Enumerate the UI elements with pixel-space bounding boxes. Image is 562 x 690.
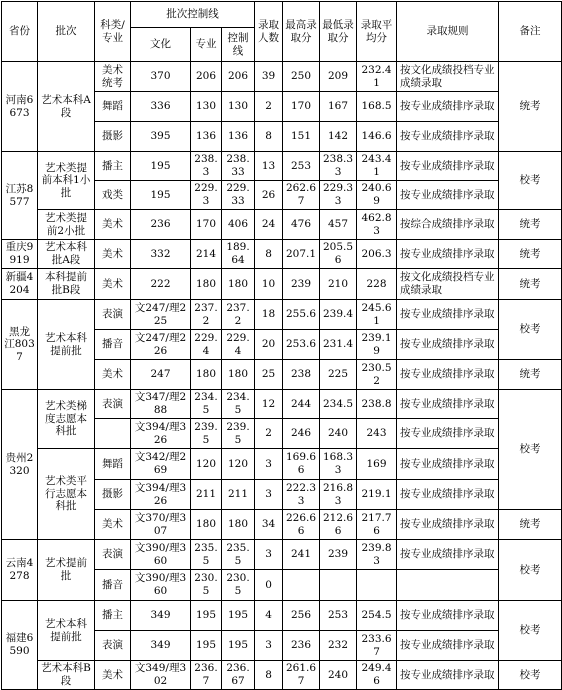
avg-cell: 462.83 <box>357 210 397 240</box>
major-cell: 229.3 <box>191 181 222 210</box>
min-cell: 232 <box>320 631 357 661</box>
category-cell: 播音 <box>95 570 131 601</box>
culture-cell: 文390/理360 <box>131 570 191 601</box>
rule-cell: 按专业成绩排序录取 <box>397 181 499 210</box>
note-cell: 校考 <box>499 300 562 360</box>
min-cell: 167 <box>320 92 357 122</box>
control-cell: 238.33 <box>222 152 255 181</box>
min-cell: 142 <box>320 122 357 152</box>
rule-cell: 按专业成绩排序录取 <box>397 510 499 540</box>
table-row <box>2 390 562 419</box>
control-cell: 180 <box>222 360 255 390</box>
category-cell: 美术统考 <box>95 62 131 92</box>
avg-cell: 243 <box>357 419 397 449</box>
note-cell: 统考 <box>499 510 562 540</box>
culture-cell: 332 <box>131 240 191 269</box>
culture-cell: 349 <box>131 631 191 661</box>
table-row <box>2 661 562 690</box>
avg-cell: 232.41 <box>357 62 397 92</box>
culture-cell: 195 <box>131 181 191 210</box>
rule-cell: 按专业成绩排序录取 <box>397 540 499 570</box>
major-cell: 170 <box>191 210 222 240</box>
rule-cell: 按专业成绩排序录取 <box>397 122 499 152</box>
count-cell: 39 <box>255 62 283 92</box>
avg-cell <box>357 570 397 601</box>
batch-cell: 艺术类提前本科1小批 <box>38 152 95 210</box>
major-cell: 211 <box>191 480 222 510</box>
category-cell: 表演 <box>95 631 131 661</box>
province-cell: 福建6590 <box>2 601 38 690</box>
max-cell: 151 <box>283 122 320 152</box>
category-cell: 美术 <box>95 661 131 690</box>
category-cell: 美术 <box>95 210 131 240</box>
major-cell: 229.4 <box>191 330 222 360</box>
major-cell: 180 <box>191 510 222 540</box>
note-cell: 统考 <box>499 62 562 152</box>
count-cell: 2 <box>255 419 283 449</box>
min-cell: 212.66 <box>320 510 357 540</box>
culture-cell: 222 <box>131 269 191 300</box>
count-cell: 4 <box>255 601 283 631</box>
header-avg-score: 录取平均分 <box>357 2 397 62</box>
category-cell: 舞蹈 <box>95 92 131 122</box>
header-province: 省份 <box>2 2 38 62</box>
table-row <box>2 240 562 269</box>
control-cell: 189.64 <box>222 240 255 269</box>
count-cell: 12 <box>255 390 283 419</box>
major-cell: 230.5 <box>191 570 222 601</box>
category-cell: 播音 <box>95 330 131 360</box>
control-cell: 235.5 <box>222 540 255 570</box>
min-cell: 209 <box>320 62 357 92</box>
min-cell: 240 <box>320 419 357 449</box>
avg-cell: 168.5 <box>357 92 397 122</box>
max-cell: 222.33 <box>283 480 320 510</box>
province-cell: 江苏8577 <box>2 152 38 240</box>
culture-cell: 文394/理326 <box>131 480 191 510</box>
control-cell: 195 <box>222 601 255 631</box>
header-batch: 批次 <box>38 2 95 62</box>
major-cell: 235.5 <box>191 540 222 570</box>
major-cell: 180 <box>191 269 222 300</box>
rule-cell: 按专业成绩排序录取 <box>397 152 499 181</box>
count-cell: 26 <box>255 181 283 210</box>
province-cell: 黑龙江8037 <box>2 300 38 390</box>
control-cell: 406 <box>222 210 255 240</box>
major-cell: 238.3 <box>191 152 222 181</box>
rule-cell: 按专业成绩排序录取 <box>397 92 499 122</box>
header-enroll-count: 录取人数 <box>255 2 283 62</box>
min-cell: 234.5 <box>320 390 357 419</box>
category-cell: 播主 <box>95 152 131 181</box>
avg-cell: 254.5 <box>357 601 397 631</box>
culture-cell: 236 <box>131 210 191 240</box>
count-cell: 13 <box>255 152 283 181</box>
min-cell: 253 <box>320 601 357 631</box>
batch-cell: 艺术类平行志愿本科批 <box>38 449 95 540</box>
avg-cell: 238.8 <box>357 390 397 419</box>
admission-table <box>1 1 562 690</box>
max-cell: 262.67 <box>283 181 320 210</box>
culture-cell: 文390/理360 <box>131 540 191 570</box>
min-cell: 231.4 <box>320 330 357 360</box>
min-cell: 239 <box>320 540 357 570</box>
header-control: 控制线 <box>222 28 255 62</box>
control-cell: 229.33 <box>222 181 255 210</box>
category-cell: 戏类 <box>95 181 131 210</box>
avg-cell: 219.1 <box>357 480 397 510</box>
major-cell: 195 <box>191 631 222 661</box>
max-cell: 238 <box>283 360 320 390</box>
count-cell: 3 <box>255 449 283 480</box>
province-cell: 云南4278 <box>2 540 38 601</box>
table-row <box>2 449 562 480</box>
header-min-score: 最低录取分 <box>320 2 357 62</box>
count-cell: 2 <box>255 92 283 122</box>
culture-cell: 文347/理288 <box>131 390 191 419</box>
header-major: 专业 <box>191 28 222 62</box>
control-cell: 130 <box>222 92 255 122</box>
province-cell: 新疆4204 <box>2 269 38 300</box>
avg-cell: 206.3 <box>357 240 397 269</box>
max-cell: 246 <box>283 419 320 449</box>
major-cell: 130 <box>191 92 222 122</box>
table-row <box>2 540 562 570</box>
max-cell: 253.6 <box>283 330 320 360</box>
avg-cell: 228 <box>357 269 397 300</box>
major-cell: 120 <box>191 449 222 480</box>
major-cell: 234.5 <box>191 390 222 419</box>
culture-cell: 349 <box>131 601 191 631</box>
note-cell: 校考 <box>499 152 562 210</box>
rule-cell: 按专业成绩排序录取 <box>397 240 499 269</box>
table-row <box>2 601 562 631</box>
province-cell: 重庆9919 <box>2 240 38 269</box>
min-cell: 225 <box>320 360 357 390</box>
min-cell <box>320 570 357 601</box>
control-cell: 230.5 <box>222 570 255 601</box>
category-cell: 播主 <box>95 601 131 631</box>
max-cell: 476 <box>283 210 320 240</box>
avg-cell: 239.19 <box>357 330 397 360</box>
header-culture: 文化 <box>131 28 191 62</box>
max-cell: 226.66 <box>283 510 320 540</box>
max-cell: 169.66 <box>283 449 320 480</box>
major-cell: 195 <box>191 601 222 631</box>
table-row <box>2 300 562 330</box>
control-cell: 211 <box>222 480 255 510</box>
table-row <box>2 269 562 300</box>
count-cell: 8 <box>255 122 283 152</box>
count-cell: 10 <box>255 269 283 300</box>
province-cell: 河南6673 <box>2 62 38 152</box>
province-cell: 贵州2320 <box>2 390 38 540</box>
note-cell: 校考 <box>499 540 562 601</box>
avg-cell: 249.46 <box>357 661 397 690</box>
control-cell: 136 <box>222 122 255 152</box>
rule-cell: 按专业成绩排序录取 <box>397 661 499 690</box>
control-cell: 180 <box>222 269 255 300</box>
major-cell: 136 <box>191 122 222 152</box>
count-cell: 18 <box>255 300 283 330</box>
control-cell: 236.67 <box>222 661 255 690</box>
category-cell: 舞蹈 <box>95 449 131 480</box>
avg-cell: 245.61 <box>357 300 397 330</box>
header-rule: 录取规则 <box>397 2 499 62</box>
category-cell: 摄影 <box>95 122 131 152</box>
note-cell: 统考 <box>499 210 562 240</box>
max-cell <box>283 570 320 601</box>
rule-cell: 按专业成绩排序录取 <box>397 631 499 661</box>
rule-cell: 按专业成绩排序录取 <box>397 449 499 480</box>
batch-cell: 艺术提前批 <box>38 540 95 601</box>
max-cell: 236 <box>283 631 320 661</box>
culture-cell: 195 <box>131 152 191 181</box>
culture-cell: 395 <box>131 122 191 152</box>
min-cell: 457 <box>320 210 357 240</box>
max-cell: 261.67 <box>283 661 320 690</box>
table-row <box>2 152 562 181</box>
batch-cell: 艺术本科批A段 <box>38 240 95 269</box>
note-cell: 校考 <box>499 601 562 661</box>
batch-cell: 艺术类梯度志愿本科批 <box>38 390 95 449</box>
category-cell: 美术 <box>95 510 131 540</box>
control-cell: 229.4 <box>222 330 255 360</box>
max-cell: 255.6 <box>283 300 320 330</box>
max-cell: 244 <box>283 390 320 419</box>
note-cell: 统考 <box>499 360 562 390</box>
count-cell: 0 <box>255 570 283 601</box>
max-cell: 253 <box>283 152 320 181</box>
min-cell: 205.56 <box>320 240 357 269</box>
min-cell: 216.83 <box>320 480 357 510</box>
header-control-line: 批次控制线 <box>131 2 255 28</box>
max-cell: 241 <box>283 540 320 570</box>
rule-cell: 按专业成绩排序录取 <box>397 300 499 330</box>
avg-cell: 240.69 <box>357 181 397 210</box>
rule-cell: 按专业成绩排序录取 <box>397 480 499 510</box>
note-cell: 校考 <box>499 661 562 690</box>
batch-cell: 艺术本科B段 <box>38 661 95 690</box>
major-cell: 214 <box>191 240 222 269</box>
avg-cell: 243.41 <box>357 152 397 181</box>
rule-cell: 按专业成绩排序录取 <box>397 601 499 631</box>
avg-cell: 233.67 <box>357 631 397 661</box>
control-cell: 239.5 <box>222 419 255 449</box>
culture-cell: 336 <box>131 92 191 122</box>
count-cell: 8 <box>255 661 283 690</box>
category-cell: 美术 <box>95 269 131 300</box>
culture-cell: 文342/理269 <box>131 449 191 480</box>
culture-cell: 文247/理225 <box>131 300 191 330</box>
major-cell: 236.7 <box>191 661 222 690</box>
min-cell: 239.4 <box>320 300 357 330</box>
major-cell: 206 <box>191 62 222 92</box>
rule-cell: 按专业成绩排序录取 <box>397 419 499 449</box>
header-category: 科类/专业 <box>95 2 131 62</box>
major-cell: 237.2 <box>191 300 222 330</box>
culture-cell: 文370/理307 <box>131 510 191 540</box>
header-max-score: 最高录取分 <box>283 2 320 62</box>
batch-cell: 艺术本科提前批 <box>38 601 95 661</box>
major-cell: 239.5 <box>191 419 222 449</box>
max-cell: 256 <box>283 601 320 631</box>
count-cell: 8 <box>255 240 283 269</box>
control-cell: 120 <box>222 449 255 480</box>
count-cell: 3 <box>255 480 283 510</box>
category-cell: 表演 <box>95 300 131 330</box>
batch-cell: 艺术类提前2小批 <box>38 210 95 240</box>
header-note: 备注 <box>499 2 562 62</box>
min-cell: 240 <box>320 661 357 690</box>
note-cell: 校考 <box>499 390 562 510</box>
rule-cell: 按综合成绩排序录取 <box>397 210 499 240</box>
max-cell: 250 <box>283 62 320 92</box>
max-cell: 207.1 <box>283 240 320 269</box>
avg-cell: 169 <box>357 449 397 480</box>
category-cell: 美术 <box>95 360 131 390</box>
table-row <box>2 210 562 240</box>
max-cell: 239 <box>283 269 320 300</box>
count-cell: 25 <box>255 360 283 390</box>
category-cell: 表演 <box>95 390 131 419</box>
rule-cell: 按文化成绩投档专业成绩录取 <box>397 269 499 300</box>
count-cell: 20 <box>255 330 283 360</box>
max-cell: 170 <box>283 92 320 122</box>
batch-cell: 艺术本科A段 <box>38 62 95 152</box>
count-cell: 3 <box>255 540 283 570</box>
control-cell: 237.2 <box>222 300 255 330</box>
category-cell: 摄影 <box>95 480 131 510</box>
rule-cell: 按专业成绩排序录取 <box>397 330 499 360</box>
count-cell: 24 <box>255 210 283 240</box>
count-cell: 3 <box>255 631 283 661</box>
avg-cell: 230.52 <box>357 360 397 390</box>
batch-cell: 本科提前批B段 <box>38 269 95 300</box>
culture-cell: 247 <box>131 360 191 390</box>
control-cell: 195 <box>222 631 255 661</box>
table-row <box>2 62 562 92</box>
control-cell: 234.5 <box>222 390 255 419</box>
category-cell: 表演 <box>95 540 131 570</box>
note-cell: 统考 <box>499 240 562 269</box>
control-cell: 206 <box>222 62 255 92</box>
rule-cell: 按文化成绩投档专业成绩录取 <box>397 62 499 92</box>
min-cell: 238.33 <box>320 152 357 181</box>
rule-cell: 按专业成绩排序录取 <box>397 390 499 419</box>
category-cell <box>95 419 131 449</box>
note-cell: 统考 <box>499 269 562 300</box>
culture-cell: 370 <box>131 62 191 92</box>
min-cell: 168.33 <box>320 449 357 480</box>
avg-cell: 239.83 <box>357 540 397 570</box>
culture-cell: 文394/理326 <box>131 419 191 449</box>
avg-cell: 217.76 <box>357 510 397 540</box>
rule-cell <box>397 570 499 601</box>
control-cell: 180 <box>222 510 255 540</box>
culture-cell: 文349/理302 <box>131 661 191 690</box>
rule-cell: 按专业成绩排序录取 <box>397 360 499 390</box>
min-cell: 229.33 <box>320 181 357 210</box>
batch-cell: 艺术本科提前批 <box>38 300 95 390</box>
culture-cell: 文247/理226 <box>131 330 191 360</box>
category-cell: 美术 <box>95 240 131 269</box>
avg-cell: 146.6 <box>357 122 397 152</box>
min-cell: 210 <box>320 269 357 300</box>
major-cell: 180 <box>191 360 222 390</box>
count-cell: 34 <box>255 510 283 540</box>
